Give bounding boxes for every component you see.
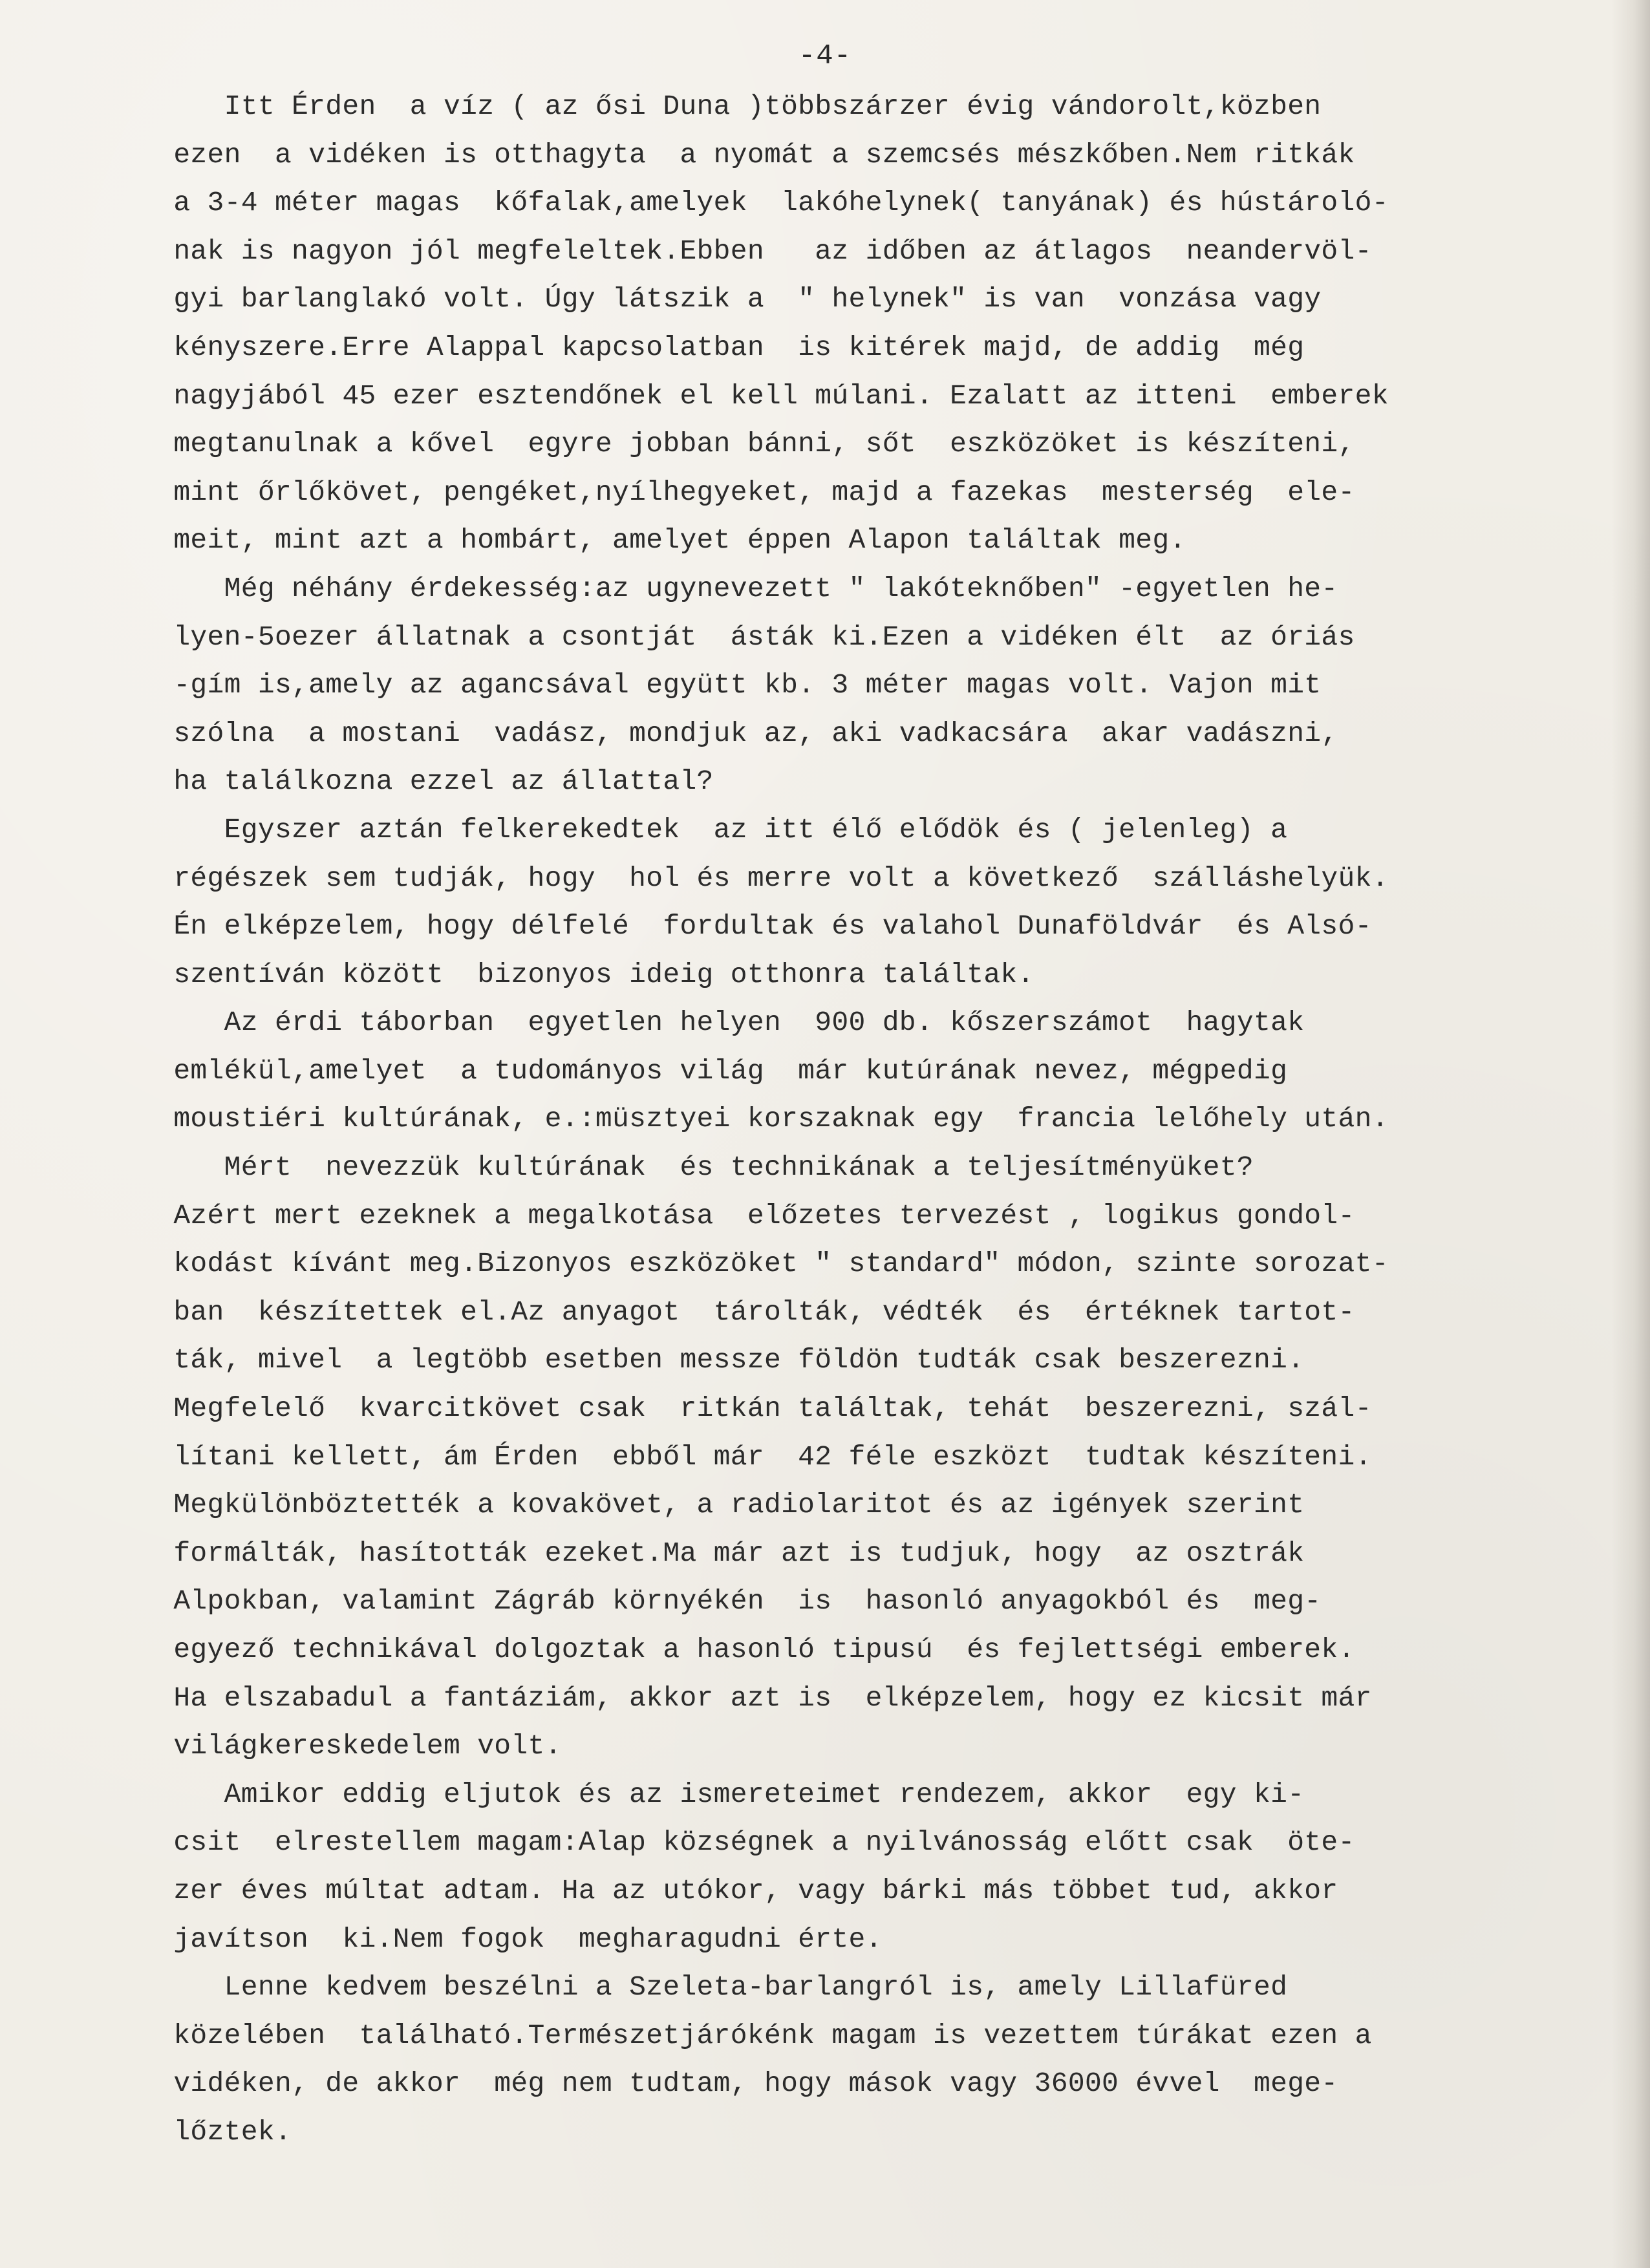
text-line: közelében található.Természetjárókénk magam is vezettem túrákat ezen a: [123, 2019, 1372, 2051]
text-line: ban készítettek el.Az anyagot tárolták, védték és értéknek tartot-: [123, 1296, 1355, 1328]
text-line: egyező technikával dolgoztak a hasonló tipusú és fejlettségi emberek.: [123, 1634, 1355, 1665]
text-line: Itt Érden a víz ( az ősi Duna )többszárzer évig vándorolt,közben: [123, 91, 1322, 122]
text-line: lőztek.: [123, 2115, 292, 2148]
text-line: formálták, hasították ezeket.Ma már azt is tudjuk, hogy az osztrák: [123, 1537, 1305, 1569]
paper-edge-shadow: [1611, 0, 1650, 2268]
text-line: gyi barlanglakó volt. Úgy látszik a " helynek" is van vonzása vagy: [123, 283, 1322, 316]
text-line: zer éves múltat adtam. Ha az utókor, vagy bárki más többet tud, akkor: [123, 1874, 1338, 1907]
text-line: emlékül,amelyet a tudományos világ már kutúrának nevez, mégpedig: [123, 1054, 1288, 1087]
text-line: világkereskedelem volt.: [123, 1730, 562, 1762]
text-line: Én elképzelem, hogy délfelé fordultak és valahol Dunaföldvár és Alsó-: [123, 910, 1372, 943]
text-line: Lenne kedvem beszélni a Szeleta-barlangról is, amely Lillafüred: [123, 1971, 1288, 2004]
text-line: régészek sem tudják, hogy hol és merre volt a következő szálláshelyük.: [123, 862, 1389, 894]
text-line: szentíván között bizonyos ideig otthonra találtak.: [123, 958, 1034, 990]
text-line: Egyszer aztán felkerekedtek az itt élő elődök és ( jelenleg) a: [123, 813, 1288, 846]
text-line: Amikor eddig eljutok és az ismereteimet rendezem, akkor egy ki-: [123, 1778, 1305, 1810]
text-line: megtanulnak a kővel egyre jobban bánni, sőt eszközöket is készíteni,: [123, 428, 1355, 460]
text-line: nagyjából 45 ezer esztendőnek el kell múlani. Ezalatt az itteni emberek: [123, 380, 1389, 412]
text-line: Alpokban, valamint Zágráb környékén is hasonló anyagokból és meg-: [123, 1585, 1322, 1618]
text-line: Megfelelő kvarcitkövet csak ritkán találtak, tehát beszerezni, szál-: [123, 1393, 1372, 1425]
text-line: lyen-5oezer állatnak a csontját ásták ki.Ezen a vidéken élt az óriás: [123, 621, 1355, 653]
text-line: vidéken, de akkor még nem tudtam, hogy mások vagy 36000 évvel mege-: [123, 2068, 1338, 2100]
text-line: szólna a mostani vadász, mondjuk az, aki vadkacsára akar vadászni,: [123, 717, 1338, 749]
text-line: ták, mivel a legtöbb esetben messze földön tudták csak beszerezni.: [123, 1344, 1305, 1376]
text-line: Megkülönböztették a kovakövet, a radiolaritot és az igények szerint: [123, 1489, 1305, 1521]
text-line: nak is nagyon jól megfeleltek.Ebben az időben az átlagos neandervöl-: [123, 235, 1372, 267]
text-line: Azért mert ezeknek a megalkotása előzetes tervezést , logikus gondol-: [123, 1199, 1355, 1232]
text-line: Mért nevezzük kultúrának és technikának a teljesítményüket?: [123, 1151, 1254, 1184]
text-line: ha találkozna ezzel az állattal?: [123, 765, 714, 798]
text-line: lítani kellett, ám Érden ebből már 42 féle eszközt tudtak készíteni.: [123, 1440, 1372, 1473]
text-line: moustiéri kultúrának, e.:müsztyei korszaknak egy francia lelőhely után.: [123, 1103, 1389, 1135]
text-line: -gím is,amely az agancsával együtt kb. 3 méter magas volt. Vajon mit: [123, 669, 1322, 701]
text-line: mint őrlőkövet, pengéket,nyílhegyeket, majd a fazekas mesterség ele-: [123, 476, 1355, 508]
text-line: csit elrestellem magam:Alap községnek a nyilvánosság előtt csak öte-: [123, 1826, 1355, 1859]
text-line: javítson ki.Nem fogok megharagudni érte.: [123, 1923, 883, 1955]
text-line: a 3-4 méter magas kőfalak,amelyek lakóhelynek( tanyának) és hústároló-: [123, 187, 1389, 219]
text-line: Még néhány érdekesség:az ugynevezett " lakóteknőben" -egyetlen he-: [123, 572, 1338, 604]
text-line: ezen a vidéken is otthagyta a nyomát a szemcsés mészkőben.Nem ritkák: [123, 138, 1355, 171]
text-line: kényszere.Erre Alappal kapcsolatban is kitérek majd, de addig még: [123, 331, 1305, 363]
text-line: kodást kívánt meg.Bizonyos eszközöket " standard" módon, szinte sorozat-: [123, 1248, 1389, 1280]
text-line: Ha elszabadul a fantáziám, akkor azt is elképzelem, hogy ez kicsit már: [123, 1682, 1372, 1714]
body-text: [123, 83, 1571, 2157]
text-line: Az érdi táborban egyetlen helyen 900 db. kőszerszámot hagytak: [123, 1007, 1305, 1039]
text-line: meit, mint azt a hombárt, amelyet éppen Alapon találtak meg.: [123, 524, 1186, 557]
page-number: -4-: [798, 40, 852, 72]
